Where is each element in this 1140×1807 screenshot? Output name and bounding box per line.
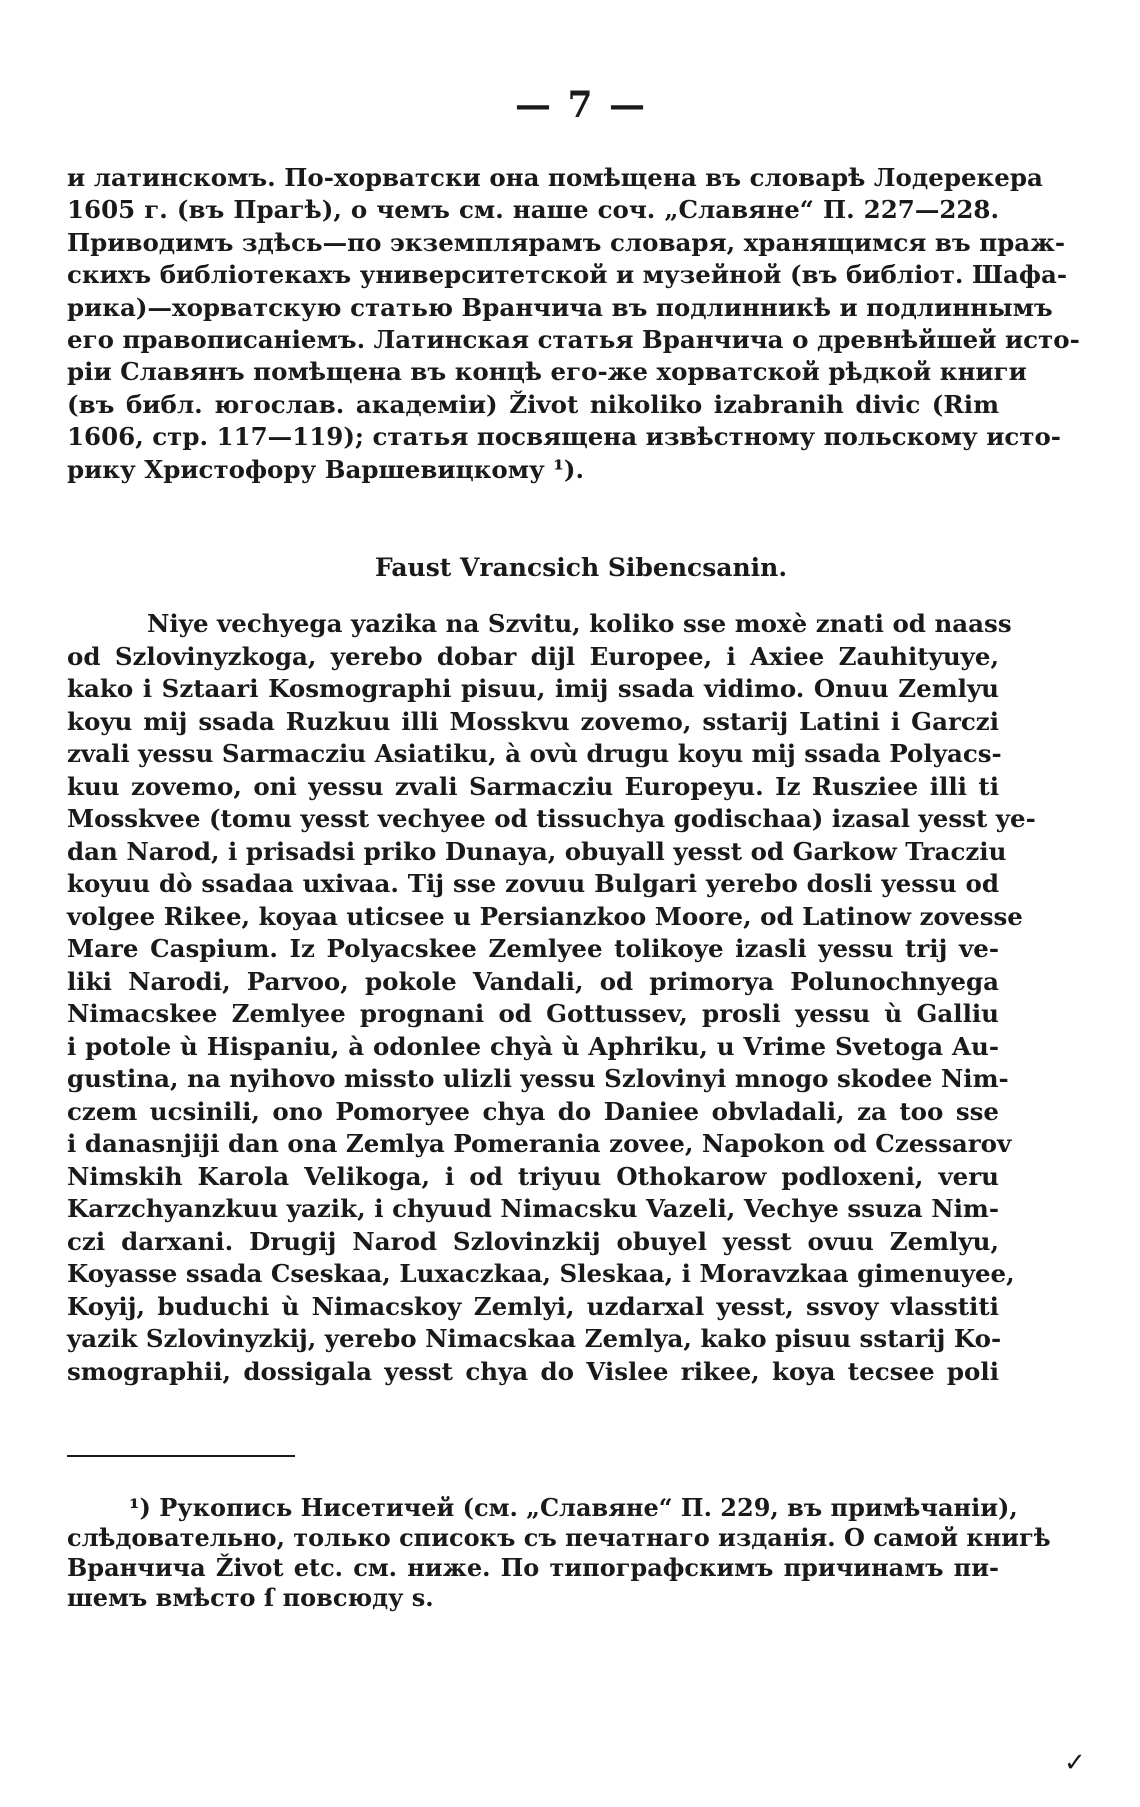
text-line: Mare Caspium. Iz Polyacskee Zemlyee tolikoye izasli yessu trij ve- xyxy=(67,934,999,963)
text-line: Mosskvee (tomu yesst vechyee od tissuchya godischaa) izasal yesst ye- xyxy=(67,804,1036,833)
text-line: Koyij, buduchi ù Nimacskoy Zemlyi, uzdarxal yesst, ssvoy vlasstiti xyxy=(67,1291,999,1321)
pencil-check-mark-icon: ✓ xyxy=(1064,1748,1086,1778)
text-line: yazik Szlovinyzkij, yerebo Nimacskaa Zemlya, kako pisuu sstarij Ko- xyxy=(67,1324,1002,1353)
text-line: 1605 г. (въ Прагѣ), о чемъ см. наше соч. „Славяне“ П. 227—228. xyxy=(67,195,999,225)
text-line: Karzchyanzkuu yazik, i chyuud Nimacsku Vazeli, Vechye ssuza Nim- xyxy=(67,1194,999,1223)
section-heading: Faust Vrancsich Sibencsanin. xyxy=(374,553,788,582)
text-line: gustina, na nyihovo missto ulizli yessu Szlovinyi mnogo skodee Nim- xyxy=(67,1064,1009,1093)
text-line: Koyasse ssada Cseskaa, Luxaczkaa, Sleskaa, i Moravzkaa gimenuyee, xyxy=(67,1259,1015,1288)
text-line: Niye vechyega yazika na Szvitu, koliko sse moxè znati od naass xyxy=(147,609,1012,638)
text-line: kuu zovemo, oni yessu zvali Sarmacziu Europeyu. Iz Rusziee illi ti xyxy=(67,771,999,801)
page-number: — 7 — xyxy=(514,84,648,126)
text-line: czem ucsinili, ono Pomoryee chya do Daniee obvladali, za too sse xyxy=(67,1096,999,1126)
footnote-line: Вранчича Život etc. см. ниже. По типографскимъ причинамъ пи- xyxy=(67,1553,999,1582)
text-line: dan Narod, i prisadsi priko Dunaya, obuyall yesst od Garkow Traсziu xyxy=(67,836,1007,866)
footnote-line: шемъ вмѣсто ſ повсюду s. xyxy=(67,1583,434,1612)
text-line: koyuu dò ssadaa uxivaa. Tij sse zovuu Bulgari yerebo dosli yessu od xyxy=(67,869,999,898)
text-line: рика)—хорватскую статью Вранчича въ подлинникѣ и подлиннымъ xyxy=(67,292,1053,322)
text-line: volgee Rikee, koyaa uticsee u Persianzkoo Moore, od Latinow zovesse xyxy=(67,901,1023,931)
footnote-divider xyxy=(67,1455,295,1457)
text-line: его правописаніемъ. Латинская статья Вранчича о древнѣйшей исто- xyxy=(67,324,1080,354)
text-line: od Szlovinyzkoga, yerebo dobar dijl Europee, i Axiee Zauhityuye, xyxy=(67,641,999,671)
text-line: liki Narodi, Parvoo, pokole Vandali, od primorya Polunochnyega xyxy=(67,966,999,996)
text-line: koyu mij ssada Ruzkuu illi Mosskvu zovemo, sstarij Latini i Garczi xyxy=(67,706,999,736)
text-line: скихъ библіотекахъ университетской и музейной (въ библiот. Шафа- xyxy=(67,260,1068,290)
text-line: Приводимъ здѣсь—по экземплярамъ словаря, хранящимся въ праж- xyxy=(67,227,1066,257)
text-line: Nimacskee Zemlyee prognani od Gottussev, prosli yessu ù Galliu xyxy=(67,999,999,1028)
text-line: (въ библ. югослав. академіи) Život nikoliko izabranih divic (Rim xyxy=(67,389,999,419)
text-line: i danasnjiji dan ona Zemlya Pomerania zovee, Napokon od Czessarov xyxy=(67,1129,1012,1158)
text-line: i potole ù Hispaniu, à odonlee chyà ù Aphriku, u Vrime Svetoga Au- xyxy=(67,1031,999,1061)
text-line: kako i Sztaari Kosmographi pisuu, imij ssada vidimo. Onuu Zemlyu xyxy=(67,674,999,703)
text-line: рику Христофору Варшевицкому ¹). xyxy=(67,454,585,484)
footnote-line: слѣдовательно, только списокъ съ печатнаго изданія. О самой книгѣ xyxy=(67,1523,1051,1552)
text-line: czi darxani. Drugij Narod Szlovinzkij obuyel yesst ovuu Zemlyu, xyxy=(67,1226,999,1256)
intro-paragraph xyxy=(67,162,1080,486)
text-line: 1606, стр. 117—119); статья посвящена извѣстному польскому исто- xyxy=(67,422,1061,452)
text-line: smographii, dossigala yesst chya do Vislee rikee, koya tecsee poli xyxy=(67,1356,999,1386)
footnote-line: ¹) Рукопись Нисетичей (см. „Славяне“ П. 229, въ примѣчаніи), xyxy=(129,1493,1018,1522)
latin-paragraph xyxy=(67,608,1036,1388)
footnote xyxy=(67,1493,1051,1613)
text-line: ріи Славянъ помѣщена въ концѣ его-же хорватской рѣдкой книги xyxy=(67,357,1027,387)
text-line: и латинскомъ. По-хорватски она помѣщена въ словарѣ Лодерекера xyxy=(67,163,1043,192)
text-line: Nimskih Karola Velikoga, i od triyuu Othokarow podloxeni, veru xyxy=(67,1161,999,1191)
text-line: zvali yessu Sarmacziu Asiatiku, à ovù drugu koyu mij ssada Polyacs- xyxy=(67,739,1002,768)
